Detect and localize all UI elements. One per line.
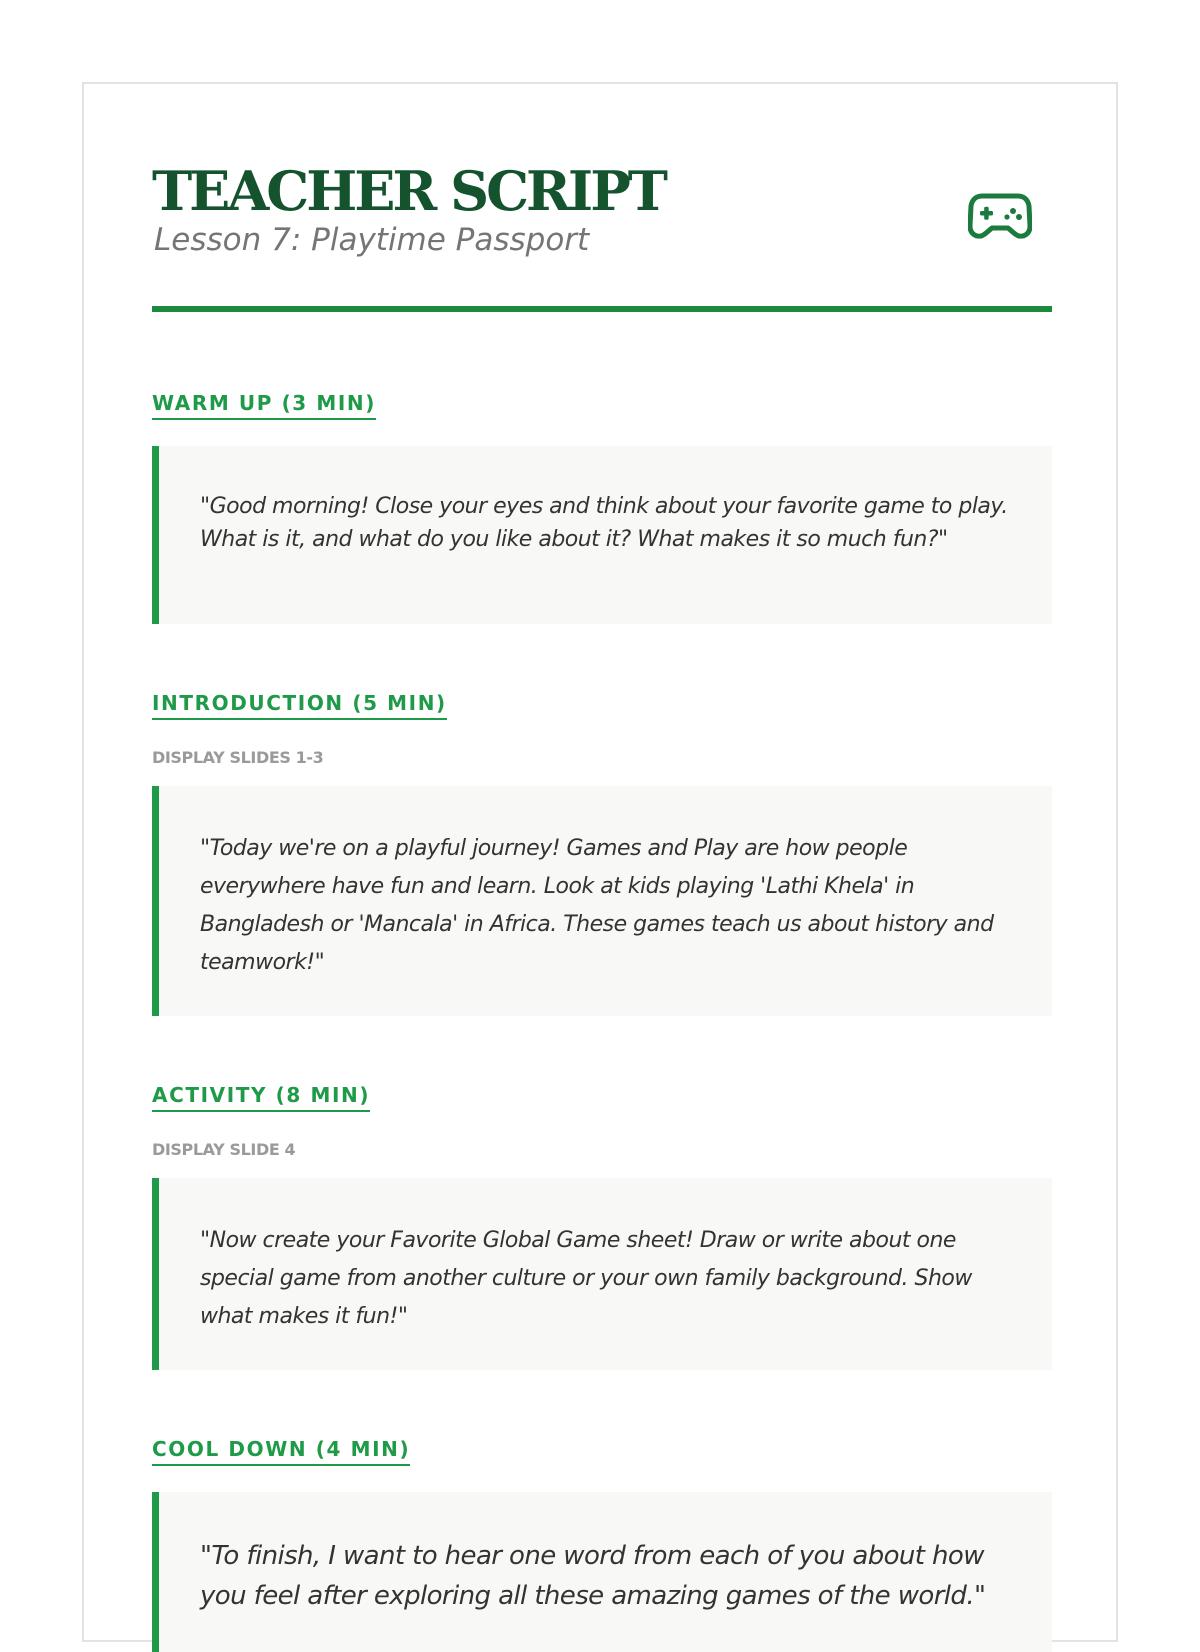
script-text-warm-up: "Good morning! Close your eyes and think about your favorite game to play. What is it, and what do you like about it? What makes it so much fun?" [200,494,1008,552]
section-title-cool-down: COOL DOWN (4 MIN) [152,1436,410,1466]
section-title-activity: ACTIVITY (8 MIN) [152,1082,370,1112]
section-title-warm-up: WARM UP (3 MIN) [152,390,376,420]
script-box-introduction [152,786,1052,1016]
gamepad-icon [968,192,1032,240]
page-header [152,158,1052,288]
script-text-introduction: "Today we're on a playful journey! Games and Play are how people everywhere have fun and learn. Look at kids playing 'Lathi Khela' in Bangladesh or 'Mancala' in Africa. These games teach us about history and teamwork!" [200,836,994,975]
script-text-activity: "Now create your Favorite Global Game sheet! Draw or write about one special game from another culture or your own family background. Show what makes it fun!" [200,1228,972,1329]
header-divider [152,306,1052,312]
script-page [82,82,1118,1642]
page-title: TEACHER SCRIPT [152,159,665,223]
script-text-cool-down: "To finish, I want to hear one word from each of you about how you feel after exploring all these amazing games of the world." [200,1541,986,1611]
display-label-introduction: DISPLAY SLIDES 1-3 [152,748,324,767]
script-box-cool-down [152,1492,1052,1652]
display-label-activity: DISPLAY SLIDE 4 [152,1140,296,1159]
script-box-warm-up [152,446,1052,624]
script-box-activity [152,1178,1052,1370]
section-title-introduction: INTRODUCTION (5 MIN) [152,690,447,720]
lesson-subtitle: Lesson 7: Playtime Passport [154,222,590,258]
